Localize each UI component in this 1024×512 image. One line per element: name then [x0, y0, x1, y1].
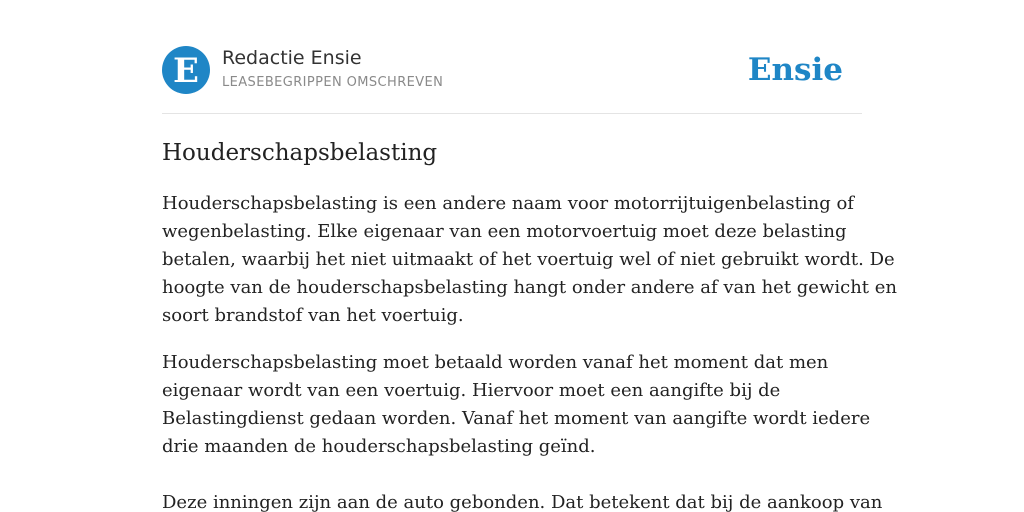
avatar[interactable]	[162, 46, 210, 94]
paragraph	[162, 349, 871, 461]
paragraph-line: betalen, waarbij het niet uitmaakt of het voertuig wel of niet gebruikt wordt. De	[162, 249, 895, 270]
avatar-letter: E	[173, 50, 199, 91]
brand-logo[interactable]: Ensie	[747, 52, 843, 88]
paragraph-line: Belastingdienst gedaan worden. Vanaf het moment van aangifte wordt iedere	[162, 408, 871, 429]
header	[162, 46, 862, 96]
paragraph-line: Houderschapsbelasting is een andere naam voor motorrijtuigenbelasting of	[162, 193, 854, 214]
paragraph-line: wegenbelasting. Elke eigenaar van een motorvoertuig moet deze belasting	[162, 221, 847, 242]
article-body	[162, 190, 897, 512]
paragraph-line: eigenaar wordt van een voertuig. Hiervoor moet een aangifte bij de	[162, 380, 781, 401]
paragraph	[162, 190, 897, 330]
author-subtitle: LEASEBEGRIPPEN OMSCHREVEN	[222, 75, 444, 90]
paragraph-line: soort brandstof van het voertuig.	[162, 305, 464, 326]
author-name[interactable]: Redactie Ensie	[222, 47, 362, 69]
paragraph-line: hoogte van de houderschapsbelasting hangt onder andere af van het gewicht en	[162, 277, 897, 298]
paragraph-line: Deze inningen zijn aan de auto gebonden. Dat betekent dat bij de aankoop van	[162, 492, 883, 512]
paragraph-line: Houderschapsbelasting moet betaald worden vanaf het moment dat men	[162, 352, 829, 373]
divider	[162, 113, 862, 114]
paragraph	[162, 489, 883, 512]
article-title: Houderschapsbelasting	[162, 140, 438, 166]
paragraph-line: drie maanden de houderschapsbelasting geïnd.	[162, 436, 596, 457]
